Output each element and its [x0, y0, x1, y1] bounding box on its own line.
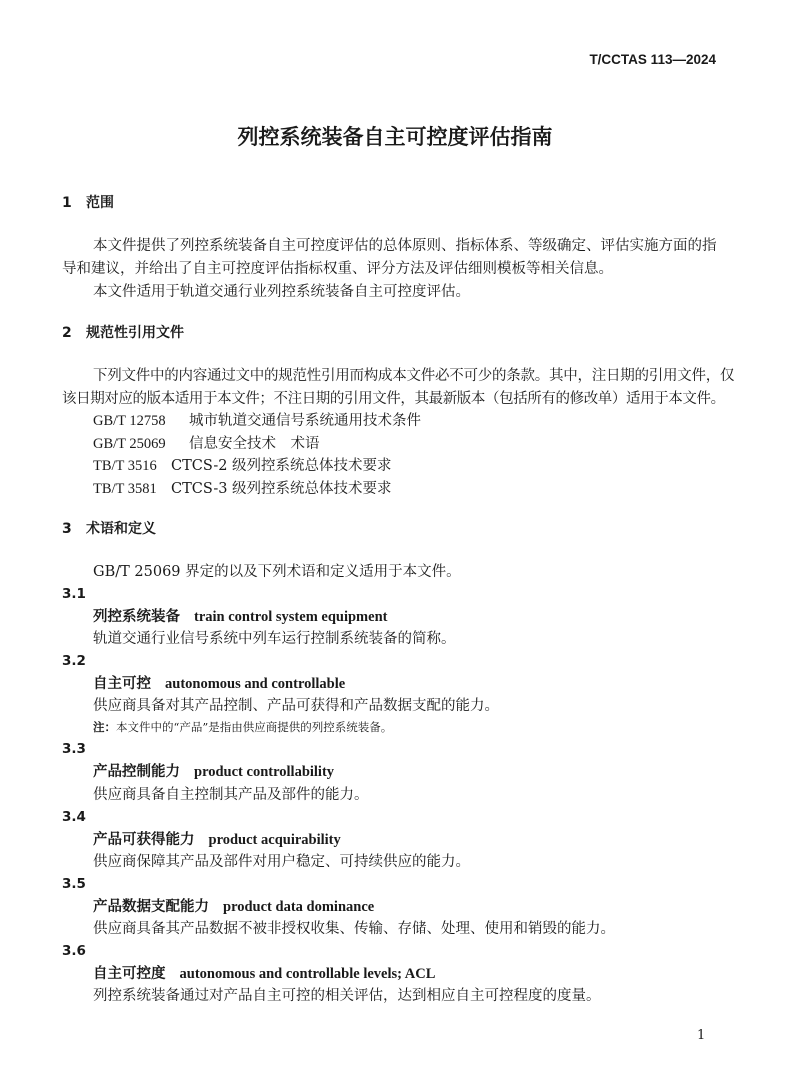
section-title: 范围	[86, 195, 114, 211]
term-zh: 自主可控	[93, 676, 151, 692]
reference-item	[93, 434, 320, 454]
term-en: autonomous and controllable	[165, 676, 346, 692]
paragraph-line: 本文件适用于轨道交通行业列控系统装备自主可控度评估。	[93, 284, 470, 300]
term-number: 3.4	[62, 809, 86, 825]
term-definition: 供应商具备自主控制其产品及部件的能力。	[93, 787, 369, 803]
reference-item	[93, 479, 392, 499]
paragraph-line: 本文件提供了列控系统装备自主可控度评估的总体原则、指标体系、等级确定、评估实施方面的指	[93, 238, 717, 254]
document-code: T/CCTAS 113—2024	[589, 52, 716, 67]
term-zh: 自主可控度	[93, 966, 166, 982]
section-title: 规范性引用文件	[86, 325, 184, 341]
term-note	[93, 717, 392, 737]
term-en: product controllability	[194, 764, 335, 780]
term-zh: 产品数据支配能力	[93, 899, 209, 915]
note-label: 注：	[93, 720, 116, 734]
section-heading-1	[62, 193, 114, 213]
term-heading	[93, 830, 341, 850]
term-heading	[93, 762, 334, 782]
paragraph-line: 该日期对应的版本适用于本文件；不注日期的引用文件，其最新版本（包括所有的修改单）适用于本文件。	[62, 391, 725, 407]
term-zh: 产品控制能力	[93, 764, 180, 780]
section-heading-3	[62, 519, 156, 539]
paragraph-line: GB/T 25069 界定的以及下列术语和定义适用于本文件。	[93, 564, 461, 580]
reference-title: 城市轨道交通信号系统通用技术条件	[189, 413, 421, 429]
term-en: train control system equipment	[194, 609, 388, 625]
term-heading	[93, 964, 435, 984]
term-definition: 列控系统装备通过对产品自主可控的相关评估，达到相应自主可控程度的度量。	[93, 988, 601, 1004]
term-definition: 供应商具备其产品数据不被非授权收集、传输、存储、处理、使用和销毁的能力。	[93, 921, 615, 937]
term-number: 3.6	[62, 943, 86, 959]
note-text: 本文件中的“产品”是指由供应商提供的列控系统装备。	[116, 720, 393, 734]
term-zh: 产品可获得能力	[93, 832, 195, 848]
reference-item	[93, 411, 421, 431]
reference-code: GB/T 12758	[93, 413, 166, 429]
section-heading-2	[62, 323, 184, 343]
term-definition: 供应商保障其产品及部件对用户稳定、可持续供应的能力。	[93, 854, 470, 870]
page-number: 1	[697, 1028, 706, 1043]
reference-item	[93, 456, 392, 476]
reference-title: CTCS-2 级列控系统总体技术要求	[171, 458, 392, 474]
term-zh: 列控系统装备	[93, 609, 180, 625]
page-title: 列控系统装备自主可控度评估指南	[237, 125, 553, 149]
term-en: product data dominance	[223, 899, 375, 915]
term-number: 3.1	[62, 586, 86, 602]
term-heading	[93, 897, 374, 917]
reference-code: TB/T 3516	[93, 458, 157, 474]
term-number: 3.5	[62, 876, 86, 892]
term-definition: 轨道交通行业信号系统中列车运行控制系统装备的简称。	[93, 631, 456, 647]
term-heading	[93, 674, 345, 694]
paragraph-line: 导和建议，并给出了自主可控度评估指标权重、评分方法及评估细则模板等相关信息。	[62, 261, 613, 277]
reference-title: 信息安全技术 术语	[189, 436, 320, 452]
term-en: product acquirability	[208, 832, 341, 848]
section-number: 3	[62, 521, 72, 537]
paragraph-line: 下列文件中的内容通过文中的规范性引用而构成本文件必不可少的条款。其中，注日期的引用文件，仅	[93, 368, 735, 384]
term-number: 3.3	[62, 741, 86, 757]
section-number: 1	[62, 195, 72, 211]
reference-code: GB/T 25069	[93, 436, 166, 452]
reference-title: CTCS-3 级列控系统总体技术要求	[171, 481, 392, 497]
section-number: 2	[62, 325, 72, 341]
reference-code: TB/T 3581	[93, 481, 157, 497]
term-definition: 供应商具备对其产品控制、产品可获得和产品数据支配的能力。	[93, 698, 499, 714]
term-number: 3.2	[62, 653, 86, 669]
term-heading	[93, 607, 387, 627]
section-title: 术语和定义	[86, 521, 156, 537]
term-en: autonomous and controllable levels; ACL	[179, 966, 436, 982]
